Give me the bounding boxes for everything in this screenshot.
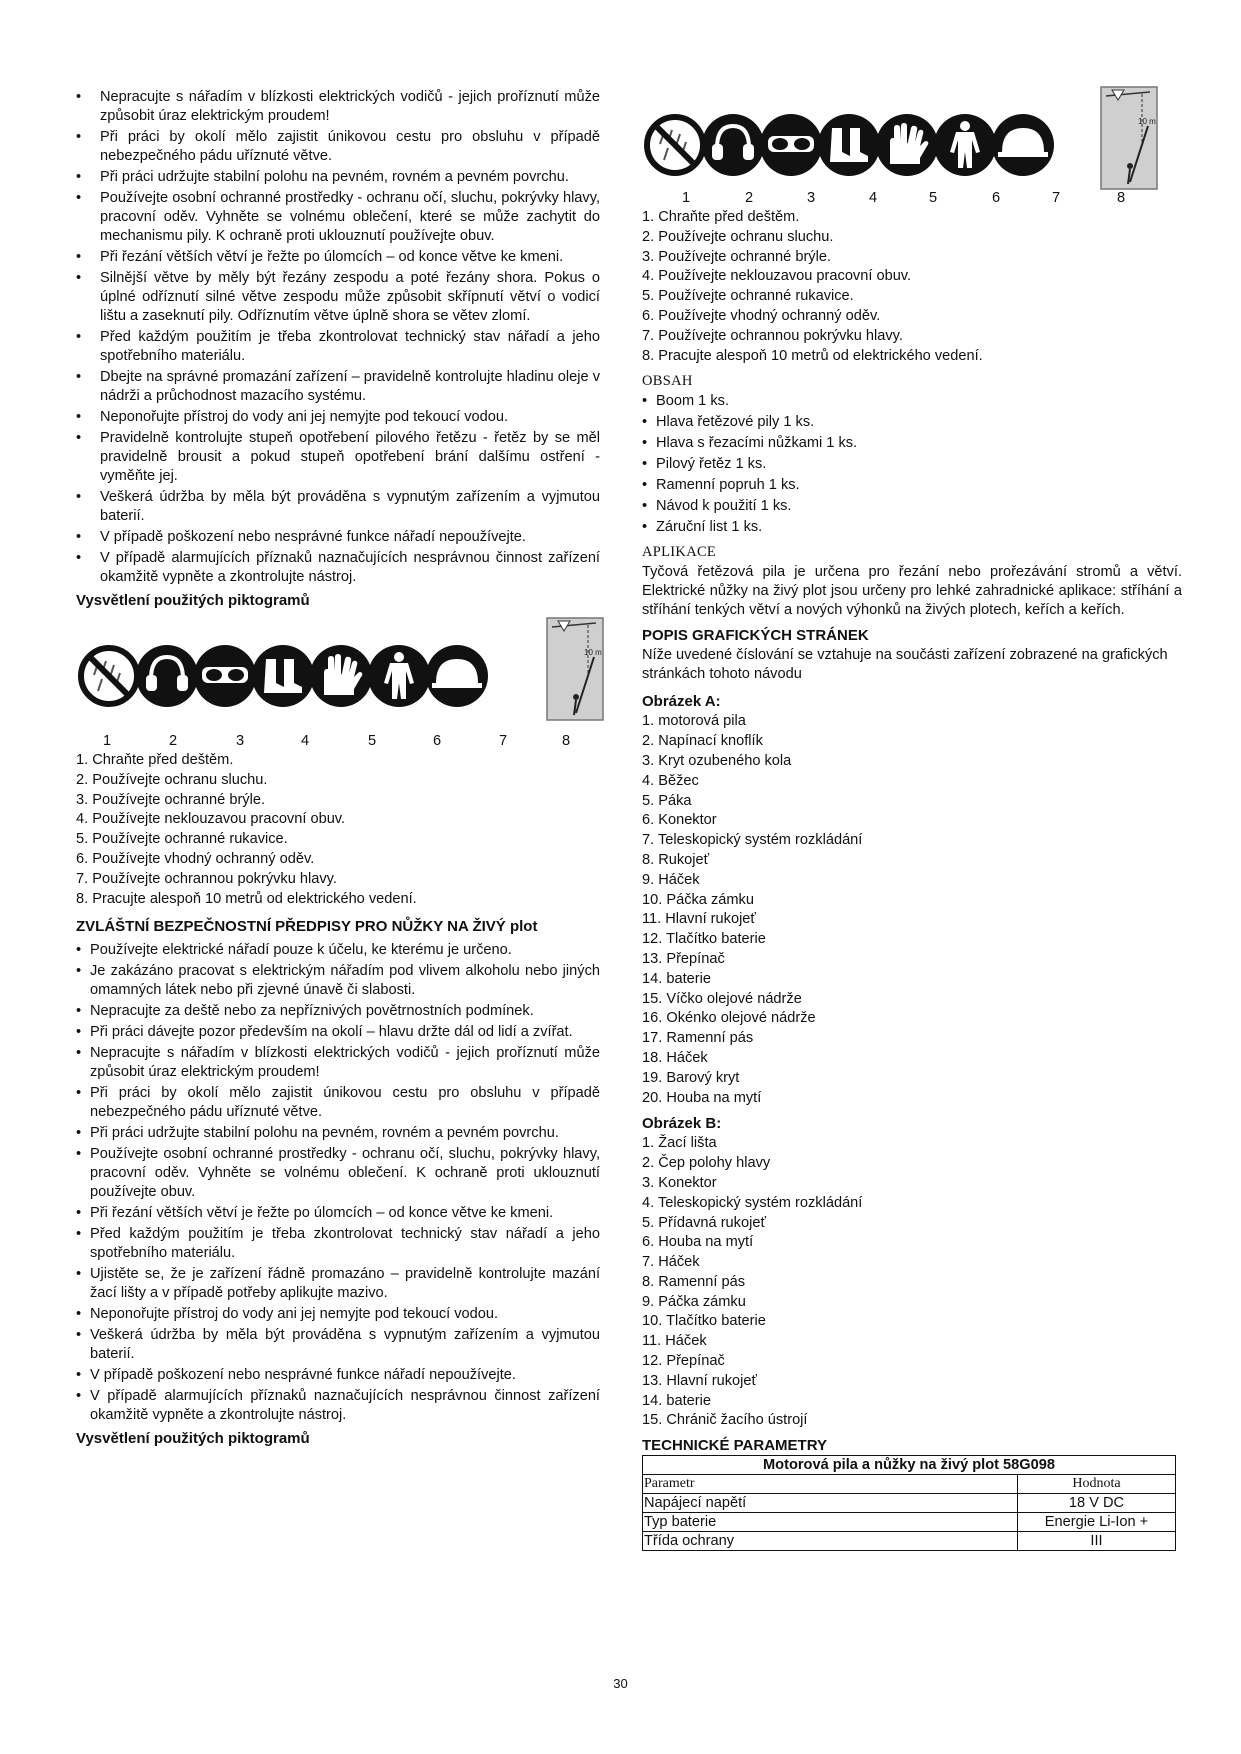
- right-column: [642, 86, 1182, 1551]
- list-item: • Při práci by okolí mělo zajistit únikovou cestu pro obsluhu v případě nebezpečného pádu uříznuté větve.: [76, 128, 600, 166]
- tech-header-param: Parametr: [643, 1475, 1018, 1494]
- tech-heading: TECHNICKÉ PARAMETRY: [642, 1437, 828, 1455]
- list-item: • Při práci udržujte stabilní polohu na pevném, rovném a pevném povrchu.: [76, 168, 600, 187]
- list-item: 8. Pracujte alespoň 10 metrů od elektrického vedení.: [642, 347, 983, 364]
- pictogram-number: 1: [103, 733, 112, 749]
- list-item: • Hlava řetězové pily 1 ks.: [642, 413, 1182, 432]
- aplikace-heading: APLIKACE: [642, 544, 717, 561]
- list-item: 9. Háček: [642, 871, 700, 888]
- list-item: 20. Houba na mytí: [642, 1089, 762, 1106]
- popis-heading: POPIS GRAFICKÝCH STRÁNEK: [642, 627, 869, 645]
- list-item: 4. Používejte neklouzavou pracovní obuv.: [642, 268, 912, 285]
- list-item: 6. Používejte vhodný ochranný oděv.: [642, 307, 881, 324]
- list-item: • Před každým použitím je třeba zkontrolovat technický stav nářadí a jeho spotřebního materiálu.: [76, 328, 600, 366]
- table-cell: Napájecí napětí: [643, 1494, 1018, 1513]
- list-item: 3. Používejte ochranné brýle.: [642, 248, 832, 265]
- pictogram-number: 3: [807, 190, 816, 206]
- pictogram-number: 4: [301, 733, 310, 749]
- list-item: 7. Háček: [642, 1254, 700, 1271]
- list-item: • Neponořujte přístroj do vody ani jej nemyjte pod tekoucí vodou.: [76, 1305, 600, 1324]
- list-item: • Nepracujte s nářadím v blízkosti elektrických vodičů - jejich proříznutí může způsobit úraz elektrickým proudem!: [76, 1044, 600, 1082]
- table-row: [643, 1513, 1176, 1532]
- list-item: 8. Ramenní pás: [642, 1273, 746, 1290]
- pictogram-number: 3: [236, 733, 245, 749]
- list-item: • Při práci dávejte pozor především na okolí – hlavu držte dál od lidí a zvířat.: [76, 1023, 600, 1042]
- list-item: • Silnější větve by měly být řezány zespodu a poté řezány shora. Pokus o úplné odříznutí silné větve zespodu může způsobit skřípnutí větví o vodicí lištu a zaseknutí pily. Odříznutím větve úplně shora se větev zlomí.: [76, 269, 600, 326]
- power-line-distance-icon: [1100, 86, 1158, 190]
- list-item: • Při řezání větších větví je řežte po úlomcích – od konce větve ke kmeni.: [76, 1204, 600, 1223]
- list-item: 5. Páka: [642, 792, 692, 809]
- pictogram-heading: Vysvětlení použitých piktogramů: [76, 592, 310, 609]
- list-item: 2. Napínací knoflík: [642, 733, 763, 750]
- pictogram-number: 6: [992, 190, 1001, 206]
- list-item: 1. Žací lišta: [642, 1135, 717, 1152]
- list-item: • Hlava s řezacími nůžkami 1 ks.: [642, 434, 1182, 453]
- popis-text: Níže uvedené číslování se vztahuje na součásti zařízení zobrazené na grafických stránkách tohoto návodu: [642, 647, 1168, 683]
- list-item: 6. Konektor: [642, 812, 717, 829]
- table-cell: Typ baterie: [643, 1513, 1018, 1532]
- list-item: 15. Víčko olejové nádrže: [642, 990, 802, 1007]
- pictogram-strip-right: [642, 86, 1182, 202]
- hard-hat-icon: [990, 112, 1056, 178]
- list-item: 4. Teleskopický systém rozkládání: [642, 1194, 863, 1211]
- list-item: 18. Háček: [642, 1049, 708, 1066]
- list-item: • Při řezání větších větví je řežte po úlomcích – od konce větve ke kmeni.: [76, 248, 600, 267]
- list-item: 8. Pracujte alespoň 10 metrů od elektrického vedení.: [76, 890, 417, 907]
- table-row: [643, 1532, 1176, 1551]
- tech-params-table: [642, 1455, 1176, 1551]
- protective-gloves-icon: [308, 643, 374, 709]
- pictogram-numbers: [76, 733, 600, 751]
- list-item: 2. Používejte ochranu sluchu.: [642, 228, 834, 245]
- list-item: • Ramenní popruh 1 ks.: [642, 476, 1182, 495]
- list-item: 6. Houba na mytí: [642, 1234, 754, 1251]
- list-item: 12. Přepínač: [642, 1353, 725, 1370]
- list-item: 4. Používejte neklouzavou pracovní obuv.: [76, 811, 346, 828]
- pictogram-strip: [76, 617, 600, 733]
- list-item: 11. Háček: [642, 1333, 707, 1350]
- page-number: 30: [613, 1676, 628, 1691]
- list-item: • Používejte osobní ochranné prostředky - ochranu očí, sluchu, pokrývky hlavy, pracovní oděv. Vyhněte se volnému oblečení, které se může zachytit do mechanismu pily. K ochraně proti uklouznutí používejte obuv.: [76, 189, 600, 246]
- list-item: • Při práci udržujte stabilní polohu na pevném, rovném a pevném povrchu.: [76, 1124, 600, 1143]
- table-row: [643, 1494, 1176, 1513]
- pictogram-number: 8: [562, 733, 571, 749]
- obrazek-b-list: [642, 1134, 1182, 1431]
- list-item: • Záruční list 1 ks.: [642, 518, 1182, 537]
- list-item: • Nepracujte s nářadím v blízkosti elektrických vodičů - jejich proříznutí může způsobit úraz elektrickým proudem!: [76, 88, 600, 126]
- list-item: 2. Čep polohy hlavy: [642, 1155, 771, 1172]
- pictogram-number: 1: [682, 190, 691, 206]
- list-item: 12. Tlačítko baterie: [642, 931, 766, 948]
- list-item: 7. Používejte ochrannou pokrývku hlavy.: [76, 870, 337, 887]
- left-column: [76, 88, 600, 1453]
- safety-list-chainsaw: [76, 88, 600, 587]
- list-item: • Při práci by okolí mělo zajistit únikovou cestu pro obsluhu v případě nebezpečného pádu uříznuté větve.: [76, 1084, 600, 1122]
- list-item: • V případě alarmujících příznaků naznačujících nesprávnou činnost zařízení okamžitě vypněte a zkontrolujte nástroj.: [76, 549, 600, 587]
- list-item: • V případě poškození nebo nesprávné funkce nářadí nepoužívejte.: [76, 528, 600, 547]
- protective-suit-icon: [366, 643, 432, 709]
- list-item: 3. Používejte ochranné brýle.: [76, 791, 266, 808]
- obrazek-b-heading: Obrázek B:: [642, 1115, 722, 1133]
- pictogram-number: 5: [368, 733, 377, 749]
- table-cell: Energie Li-Ion +: [1018, 1513, 1176, 1532]
- pictogram-legend: [76, 751, 600, 909]
- list-item: 4. Běžec: [642, 772, 699, 789]
- list-item: 14. baterie: [642, 970, 711, 987]
- list-item: • Veškerá údržba by měla být prováděna s vypnutým zařízením a vyjmutou baterií.: [76, 1326, 600, 1364]
- list-item: 3. Kryt ozubeného kola: [642, 752, 792, 769]
- pictogram-number: 7: [499, 733, 508, 749]
- pictogram-numbers-right: [642, 190, 1182, 208]
- table-cell: III: [1018, 1532, 1176, 1551]
- table-cell: Třída ochrany: [643, 1532, 1018, 1551]
- list-item: 13. Hlavní rukojeť: [642, 1372, 757, 1389]
- list-item: • Dbejte na správné promazání zařízení – pravidelně kontrolujte hladinu oleje v nádrži a průchodnost mazacího systému.: [76, 368, 600, 406]
- list-item: • Veškerá údržba by měla být prováděna s vypnutým zařízením a vyjmutou baterií.: [76, 488, 600, 526]
- protective-gloves-icon: [874, 112, 940, 178]
- obsah-heading: OBSAH: [642, 373, 693, 390]
- list-item: 1. Chraňte před deštěm.: [642, 209, 800, 225]
- list-item: • Návod k použití 1 ks.: [642, 497, 1182, 516]
- list-item: 15. Chránič žacího ústrojí: [642, 1412, 808, 1429]
- protective-suit-icon: [932, 112, 998, 178]
- list-item: 19. Barový kryt: [642, 1069, 740, 1086]
- list-item: 16. Okénko olejové nádrže: [642, 1010, 816, 1027]
- safety-list-hedge: [76, 941, 600, 1425]
- list-item: 7. Teleskopický systém rozkládání: [642, 832, 863, 849]
- pictogram-number: 2: [169, 733, 178, 749]
- list-item: • V případě poškození nebo nesprávné funkce nářadí nepoužívejte.: [76, 1366, 600, 1385]
- hedge-safety-heading: ZVLÁŠTNÍ BEZPEČNOSTNÍ PŘEDPISY PRO NŮŽKY NA ŽIVÝ plot: [76, 918, 538, 936]
- list-item: 1. Chraňte před deštěm.: [76, 752, 234, 768]
- list-item: 13. Přepínač: [642, 950, 725, 967]
- pictogram-number: 4: [869, 190, 878, 206]
- safety-boots-icon: [816, 112, 882, 178]
- rain-prohibited-icon: [642, 112, 708, 178]
- pictogram-number: 5: [929, 190, 938, 206]
- list-item: 9. Páčka zámku: [642, 1293, 746, 1310]
- tech-table-title: Motorová pila a nůžky na živý plot 58G098: [643, 1456, 1176, 1475]
- tech-header-value: Hodnota: [1018, 1475, 1176, 1494]
- pictogram-heading-2: Vysvětlení použitých piktogramů: [76, 1430, 310, 1448]
- list-item: • Nepracujte za deště nebo za nepříznivých povětrnostních podmínek.: [76, 1002, 600, 1021]
- list-item: 14. baterie: [642, 1392, 711, 1409]
- table-cell: 18 V DC: [1018, 1494, 1176, 1513]
- list-item: 5. Přídavná rukojeť: [642, 1214, 766, 1231]
- list-item: • Ujistěte se, že je zařízení řádně promazáno – pravidelně kontrolujte mazání žací lišty a v případě potřeby aplikujte mazivo.: [76, 1265, 600, 1303]
- pictogram-number: 6: [433, 733, 442, 749]
- list-item: • Používejte osobní ochranné prostředky - ochranu očí, sluchu, pokrývky hlavy, pracovní oděv. Vyhněte se volnému oblečení. K ochraně proti uklouznutí používejte obuv.: [76, 1145, 600, 1202]
- list-item: • Pravidelně kontrolujte stupeň opotřebení pilového řetězu - řetěz by se měl pravidelně brousit a pokud stupeň opotřebení brání dalšímu ostření - vyměňte jej.: [76, 429, 600, 486]
- pictogram-legend-right: [642, 208, 1182, 366]
- list-item: 17. Ramenní pás: [642, 1030, 754, 1047]
- pictogram-number: 2: [745, 190, 754, 206]
- list-item: 11. Hlavní rukojeť: [642, 911, 756, 928]
- package-contents-list: [642, 392, 1182, 537]
- list-item: • Používejte elektrické nářadí pouze k účelu, ke kterému je určeno.: [76, 941, 600, 960]
- aplikace-text: Tyčová řetězová pila je určena pro řezání nebo prořezávání stromů a větví. Elektrické nůžky na živý plot jsou určeny pro lehké zahradnické aplikace: stříhání a stříhání tenkých větví a nových výhonků na živých plotech, keřích a keřích.: [642, 564, 1182, 619]
- list-item: 7. Používejte ochrannou pokrývku hlavy.: [642, 327, 903, 344]
- list-item: 6. Používejte vhodný ochranný oděv.: [76, 850, 315, 867]
- safety-boots-icon: [250, 643, 316, 709]
- obrazek-a-list: [642, 712, 1182, 1108]
- list-item: 10. Tlačítko baterie: [642, 1313, 766, 1330]
- safety-goggles-icon: [758, 112, 824, 178]
- power-line-distance-icon: [546, 617, 604, 721]
- list-item: • Před každým použitím je třeba zkontrolovat technický stav nářadí a jeho spotřebního materiálu.: [76, 1225, 600, 1263]
- list-item: 2. Používejte ochranu sluchu.: [76, 771, 268, 788]
- pictogram-number: 8: [1117, 190, 1126, 206]
- ear-protection-icon: [700, 112, 766, 178]
- hard-hat-icon: [424, 643, 490, 709]
- list-item: • Je zakázáno pracovat s elektrickým nářadím pod vlivem alkoholu nebo jiných omamných látek nebo při zjevné únavě či slabosti.: [76, 962, 600, 1000]
- rain-prohibited-icon: [76, 643, 142, 709]
- obrazek-a-heading: Obrázek A:: [642, 693, 721, 711]
- distance-label: 10 m: [584, 648, 602, 657]
- list-item: 8. Rukojeť: [642, 851, 710, 868]
- list-item: 5. Používejte ochranné rukavice.: [642, 288, 854, 305]
- list-item: • Pilový řetěz 1 ks.: [642, 455, 1182, 474]
- list-item: 10. Páčka zámku: [642, 891, 754, 908]
- list-item: 3. Konektor: [642, 1174, 717, 1191]
- distance-label: 10 m: [1138, 117, 1156, 126]
- list-item: • V případě alarmujících příznaků naznačujících nesprávnou činnost zařízení okamžitě vypněte a zkontrolujte nástroj.: [76, 1387, 600, 1425]
- list-item: 1. motorová pila: [642, 713, 746, 730]
- pictogram-number: 7: [1052, 190, 1061, 206]
- list-item: 5. Používejte ochranné rukavice.: [76, 831, 288, 848]
- list-item: • Boom 1 ks.: [642, 392, 1182, 411]
- list-item: • Neponořujte přístroj do vody ani jej nemyjte pod tekoucí vodou.: [76, 408, 600, 427]
- safety-goggles-icon: [192, 643, 258, 709]
- ear-protection-icon: [134, 643, 200, 709]
